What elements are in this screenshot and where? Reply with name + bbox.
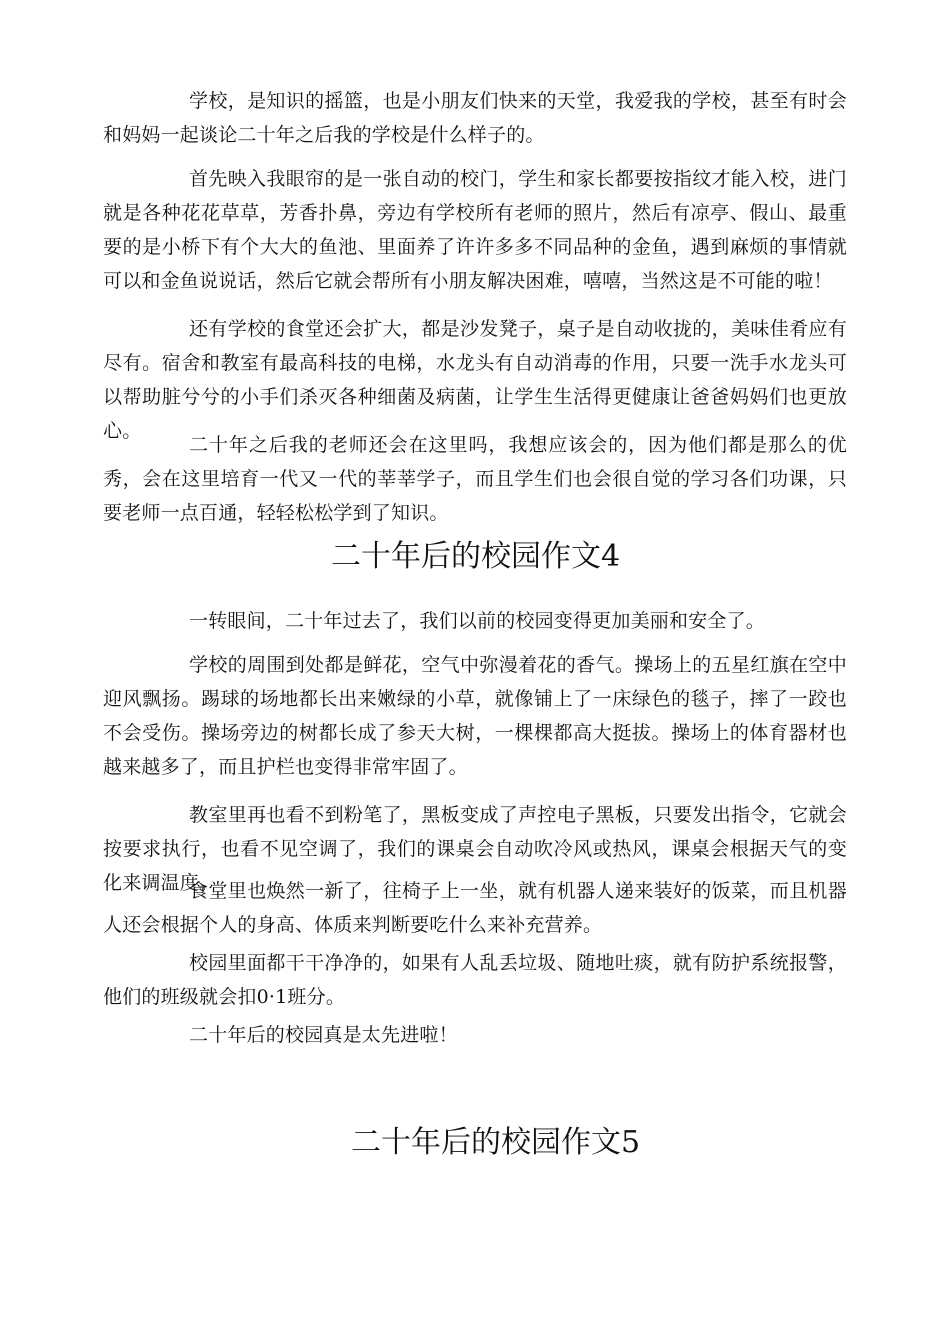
paragraph-school-gate: 首先映入我眼帘的是一张自动的校门，学生和家长都要按指纹才能入校，进门就是各种花花草草，芳香扑鼻，旁边有学校所有老师的照片，然后有凉亭、假山、最重要的是小桥下有个大大的鱼池、里面养了许许多多不同品种的金鱼，遇到麻烦的事情就可以和金鱼说说话，然后它就会帮所有小朋友解决困难，嘻嘻，当然这是不可能的啦！ (103, 168, 847, 292)
paragraph-essay4-closing: 二十年后的校园真是太先进啦！ (189, 1024, 458, 1046)
paragraph-essay4-cleanliness: 校园里面都干干净净的，如果有人乱丢垃圾、随地吐痰，就有防护系统报警，他们的班级就会扣0·1班分。 (103, 952, 847, 1008)
paragraph-essay4-opening: 一转眼间，二十年过去了，我们以前的校园变得更加美丽和安全了。 (189, 610, 766, 632)
paragraph-essay4-classroom: 教室里再也看不到粉笔了，黑板变成了声控电子黑板，只要发出指令，它就会按要求执行，也看不见空调了，我们的课桌会自动吹冷风或热风，课桌会根据天气的变化来调温度。 (103, 804, 847, 894)
paragraph-essay4-canteen: 食堂里也焕然一新了，往椅子上一坐，就有机器人递来装好的饭菜，而且机器人还会根据个人的身高、体质来判断要吃什么来补充营养。 (103, 880, 847, 936)
paragraph-essay4-campus: 学校的周围到处都是鲜花，空气中弥漫着花的香气。操场上的五星红旗在空中迎风飘扬。踢球的场地都长出来嫩绿的小草，就像铺上了一床绿色的毯子，摔了一跤也不会受伤。操场旁边的树都长成了参天大树，一棵棵都高大挺拔。操场上的体育器材也越来越多了，而且护栏也变得非常牢固了。 (103, 654, 847, 778)
paragraph-teachers: 二十年之后我的老师还会在这里吗，我想应该会的，因为他们都是那么的优秀，会在这里培育一代又一代的莘莘学子，而且学生们也会很自觉的学习各们功课，只要老师一点百通，轻轻松松学到了知识。 (103, 434, 847, 524)
paragraph-intro: 学校，是知识的摇篮，也是小朋友们快来的天堂，我爱我的学校，甚至有时会和妈妈一起谈论二十年之后我的学校是什么样子的。 (103, 90, 847, 146)
essay-4-heading: 二十年后的校园作文4 (331, 539, 621, 574)
essay-5-heading: 二十年后的校园作文5 (351, 1125, 641, 1160)
paragraph-canteen: 还有学校的食堂还会扩大，都是沙发凳子，桌子是自动收拢的，美味佳肴应有尽有。宿舍和教室有最高科技的电梯，水龙头有自动消毒的作用，只要一洗手水龙头可以帮助脏兮兮的小手们杀灭各种细菌及病菌，让学生生活得更健康让爸爸妈妈们也更放心。 (103, 318, 847, 442)
